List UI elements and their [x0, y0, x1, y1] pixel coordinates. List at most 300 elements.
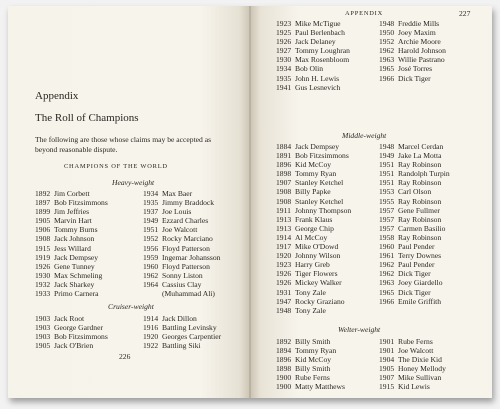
champion-name: Marcel Cerdan	[398, 142, 444, 151]
champion-name: Stanley Ketchel	[295, 196, 344, 206]
lightheavy-list-1	[276, 19, 350, 92]
champion-name: Ray Robinson	[398, 160, 442, 170]
champion-name: Al McCoy	[295, 232, 328, 242]
champion-name: Tommy Ryan	[295, 169, 337, 179]
champion-name: José Torres	[398, 64, 433, 74]
champion-row	[379, 364, 446, 373]
champion-row	[276, 206, 351, 215]
champion-row	[143, 198, 220, 207]
champion-row	[35, 216, 108, 225]
champion-year: 1962	[143, 270, 159, 280]
champion-row	[276, 269, 351, 278]
champion-year: 1900	[276, 382, 292, 392]
champion-row	[276, 169, 351, 178]
champion-name: Gus Lesnevich	[295, 82, 341, 92]
champion-row	[35, 198, 108, 207]
champion-year: 1951	[379, 169, 395, 179]
champion-row	[35, 253, 108, 262]
champion-row	[276, 306, 351, 315]
champion-row	[143, 280, 220, 289]
champion-name: Gene Fullmer	[398, 205, 440, 215]
champion-name: Kid McCoy	[295, 355, 332, 365]
champion-year: 1917	[276, 242, 292, 252]
champion-name: Jack Root	[54, 314, 85, 323]
champion-row	[379, 233, 450, 242]
heavyweight-list-2	[143, 189, 220, 298]
champion-row	[35, 289, 108, 298]
champion-year: 1913	[276, 214, 292, 224]
champion-year: 1935	[276, 73, 292, 83]
champion-row	[379, 215, 450, 224]
champion-row	[379, 187, 450, 196]
champion-row	[379, 373, 446, 382]
champion-year: 1914	[276, 232, 292, 242]
champion-name: Ingemar Johansson	[162, 252, 221, 262]
champion-year: 1926	[276, 37, 292, 47]
cruiserweight-list-2	[143, 314, 221, 350]
champion-year: 1894	[276, 346, 292, 356]
champion-name: Tiger Flowers	[295, 269, 338, 279]
champion-row	[276, 46, 350, 55]
champion-row	[276, 337, 345, 346]
champion-name: Jack Dempsey	[295, 142, 340, 151]
champion-name: Kid McCoy	[295, 160, 332, 170]
champion-year: 1919	[35, 252, 51, 262]
champion-year: 1949	[379, 151, 395, 161]
champion-name: Paul Pender	[398, 260, 435, 270]
champion-year: 1904	[379, 355, 395, 365]
champion-row	[379, 160, 450, 169]
champion-name: Tommy Loughran	[295, 46, 350, 56]
champion-row	[379, 206, 450, 215]
champion-row	[143, 341, 221, 350]
champion-name: Tony Zale	[295, 287, 326, 297]
champion-row	[379, 251, 450, 260]
champion-name: The Dixie Kid	[398, 355, 442, 365]
champion-year: 1913	[276, 223, 292, 233]
champion-year: 1920	[276, 251, 292, 261]
champion-name: Matty Matthews	[295, 382, 345, 392]
champion-year: 1955	[379, 196, 395, 206]
champion-name: Jim Jeffries	[54, 207, 90, 217]
champion-year: 1930	[35, 270, 51, 280]
champion-name: Jack Delaney	[295, 37, 336, 47]
champion-year: 1951	[379, 178, 395, 188]
champion-name: Billy Smith	[295, 364, 331, 374]
champion-year: 1961	[379, 251, 395, 261]
champion-name: Battling Levinsky	[162, 323, 217, 333]
champion-name: Mike Sullivan	[398, 373, 442, 383]
champion-year: 1957	[379, 223, 395, 233]
champion-row	[276, 55, 350, 64]
champion-name: Stanley Ketchel	[295, 178, 344, 188]
champion-year: 1903	[35, 332, 51, 342]
champion-name: Harry Greb	[295, 260, 330, 270]
champion-name: George Gardner	[54, 323, 103, 333]
champion-name: Terry Downes	[398, 251, 442, 261]
champion-row	[379, 46, 446, 55]
champion-row	[276, 364, 345, 373]
champion-year: 1933	[35, 289, 51, 299]
champion-year: 1900	[276, 373, 292, 383]
champion-row	[379, 19, 446, 28]
champion-name: Bob Fitzsimmons	[54, 332, 108, 342]
champion-row	[276, 215, 351, 224]
champion-row	[35, 225, 108, 234]
middleweight-list-1	[276, 142, 351, 315]
champion-year: 1908	[276, 187, 292, 197]
champion-year: 1915	[35, 243, 51, 253]
champion-row	[379, 28, 446, 37]
champion-row	[35, 234, 108, 243]
champion-name: Floyd Patterson	[162, 261, 210, 271]
champion-year: 1901	[379, 346, 395, 356]
champion-name: Cassius Clay	[162, 279, 202, 289]
champion-year: 1908	[35, 234, 51, 244]
champion-year: 1952	[379, 37, 395, 47]
page-number-right: 227	[459, 9, 471, 18]
champion-year: 1953	[379, 187, 395, 197]
champion-year: 1950	[379, 28, 395, 38]
champion-name: Freddie Mills	[398, 19, 440, 28]
champion-row	[379, 346, 446, 355]
champion-year: 1903	[35, 314, 51, 323]
champion-year: 1951	[379, 160, 395, 170]
appendix-heading: Appendix	[35, 90, 79, 102]
champion-name: Ray Robinson	[398, 196, 442, 206]
champion-row	[143, 244, 220, 253]
champion-row	[35, 323, 108, 332]
champion-row	[143, 225, 220, 234]
champion-year: 1908	[276, 196, 292, 206]
champion-year: 1901	[379, 337, 395, 346]
champion-row	[379, 169, 450, 178]
champion-name: Kid Lewis	[398, 382, 430, 392]
champion-year: 1923	[276, 260, 292, 270]
champion-row	[35, 262, 108, 271]
champion-name: Max Rosenbloom	[295, 55, 350, 65]
champion-year: 1891	[276, 151, 292, 161]
champion-year: 1915	[379, 382, 395, 392]
champion-name: Tommy Burns	[54, 225, 98, 235]
champion-year: 1884	[276, 142, 292, 151]
champion-year: 1958	[379, 232, 395, 242]
champion-row	[143, 271, 220, 280]
champion-year: 1962	[379, 46, 395, 56]
champion-name: Ray Robinson	[398, 232, 442, 242]
champion-name: Randolph Turpin	[398, 169, 450, 179]
champion-year: 1934	[276, 64, 292, 74]
champion-name: Gene Tunney	[54, 261, 95, 271]
champion-name: Johnny Thompson	[295, 205, 352, 215]
champion-name: Ezzard Charles	[162, 216, 209, 226]
champion-row	[379, 64, 446, 73]
left-page	[8, 6, 249, 398]
champion-row	[379, 151, 450, 160]
champion-row	[143, 332, 221, 341]
champion-row	[143, 262, 220, 271]
champion-year: 1911	[276, 205, 291, 215]
champion-year: 1964	[143, 279, 159, 289]
champion-name: Harold Johnson	[398, 46, 446, 56]
champion-year: 1966	[379, 296, 395, 306]
champion-name: Archie Moore	[398, 37, 441, 47]
champion-name: Billy Smith	[295, 337, 331, 346]
champion-row	[379, 55, 446, 64]
champion-year: 1926	[276, 278, 292, 288]
champion-year: 1892	[35, 189, 51, 198]
heavyweight-list-1	[35, 189, 108, 298]
champion-name: Jack Dempsey	[54, 252, 99, 262]
section-title: CHAMPIONS OF THE WORLD	[64, 163, 168, 170]
champion-year: 1965	[379, 287, 395, 297]
champion-name: John H. Lewis	[295, 73, 340, 83]
champion-name: Emile Griffith	[398, 296, 442, 306]
champion-name: Tony Zale	[295, 305, 326, 315]
champion-year: 1907	[276, 178, 292, 188]
intro-paragraph: The following are those whose claims may be accepted as beyond reasonable dispute.	[35, 135, 212, 154]
champion-name: Bob Fitzsimmons	[54, 198, 108, 208]
champion-row	[143, 207, 220, 216]
champion-name: (Muhammad Ali)	[162, 289, 215, 299]
champion-year: 1952	[143, 234, 159, 244]
cruiserweight-title: Cruiser-weight	[108, 302, 154, 311]
champion-name: Tommy Ryan	[295, 346, 337, 356]
champion-row	[276, 64, 350, 73]
champion-row	[35, 271, 108, 280]
champion-row	[276, 19, 350, 28]
champion-row	[379, 224, 450, 233]
champion-row	[276, 224, 351, 233]
champion-name: Sonny Liston	[162, 270, 203, 280]
champion-year: 1922	[143, 341, 159, 351]
champion-year: 1905	[35, 341, 51, 351]
champion-year: 1905	[379, 364, 395, 374]
middleweight-title: Middle-weight	[342, 131, 387, 140]
champion-row	[276, 74, 350, 83]
champion-year: 1951	[143, 225, 159, 235]
champion-row	[379, 197, 450, 206]
champion-row	[276, 373, 345, 382]
champion-name: Max Baer	[162, 189, 193, 198]
champion-year: 1899	[35, 207, 51, 217]
champion-name: Mike McTigue	[295, 19, 341, 28]
champion-year: 1930	[276, 55, 292, 65]
champion-row	[379, 288, 450, 297]
right-page	[251, 6, 492, 398]
champion-name: Ray Robinson	[398, 178, 442, 188]
middleweight-list-2	[379, 142, 450, 306]
champion-row	[143, 289, 220, 298]
champion-name: Jimmy Braddock	[162, 198, 215, 208]
open-book	[8, 6, 492, 398]
champion-name: Joe Louis	[162, 207, 192, 217]
champion-name: Rube Ferns	[295, 373, 330, 383]
champion-row	[379, 178, 450, 187]
champion-name: Max Schmeling	[54, 270, 103, 280]
welterweight-list-2	[379, 337, 446, 392]
champion-row	[276, 160, 351, 169]
champion-row	[379, 269, 450, 278]
champion-row	[379, 142, 450, 151]
champion-name: Mickey Walker	[295, 278, 342, 288]
champion-name: Willie Pastrano	[398, 55, 445, 65]
champion-year: 1957	[379, 214, 395, 224]
champion-row	[379, 355, 446, 364]
champion-year: 1898	[276, 364, 292, 374]
champion-row	[35, 244, 108, 253]
champion-name: Jack Dillon	[162, 314, 197, 323]
champion-row	[276, 233, 351, 242]
champion-name: Honey Mellody	[398, 364, 446, 374]
champion-row	[276, 278, 351, 287]
champion-name: Jess Willard	[54, 243, 91, 253]
champion-name: Paul Berlenbach	[295, 28, 345, 38]
champion-name: Ray Robinson	[398, 214, 442, 224]
champion-name: Dick Tiger	[398, 269, 431, 279]
champion-name: Joey Giardello	[398, 278, 443, 288]
champion-year: 1897	[35, 198, 51, 208]
champion-name: Carl Olson	[398, 187, 432, 197]
welterweight-list-1	[276, 337, 345, 392]
champion-year: 1905	[35, 216, 51, 226]
champion-year: 1956	[143, 243, 159, 253]
heavyweight-title: Heavy-weight	[112, 178, 155, 187]
champion-row	[379, 260, 450, 269]
champion-year: 1896	[276, 160, 292, 170]
champion-year: 1906	[35, 225, 51, 235]
champion-year: 1932	[35, 279, 51, 289]
champion-row	[35, 314, 108, 323]
champion-row	[276, 178, 351, 187]
champion-row	[35, 207, 108, 216]
champion-year: 1959	[143, 252, 159, 262]
champion-row	[379, 278, 450, 287]
champion-row	[143, 189, 220, 198]
champion-name: Bob Olin	[295, 64, 324, 74]
champion-row	[143, 216, 220, 225]
champion-name: Jack O'Brien	[54, 341, 94, 351]
champion-year: 1934	[143, 189, 159, 198]
champion-row	[276, 382, 345, 391]
champion-name: Bob Fitzsimmons	[295, 151, 349, 161]
champion-row	[276, 28, 350, 37]
champion-row	[379, 382, 446, 391]
champion-name: Georges Carpentier	[162, 332, 222, 342]
champion-name: Dick Tiger	[398, 287, 431, 297]
champion-row	[35, 280, 108, 289]
lightheavy-list-2	[379, 19, 446, 83]
champion-name: Jim Corbett	[54, 189, 90, 198]
champion-year: 1898	[276, 169, 292, 179]
roll-of-champions-heading: The Roll of Champions	[35, 112, 139, 124]
champion-year: 1903	[35, 323, 51, 333]
champion-name: Rocky Graziano	[295, 296, 345, 306]
champion-year: 1896	[276, 355, 292, 365]
champion-year: 1920	[143, 332, 159, 342]
champion-row	[276, 355, 345, 364]
champion-year: 1937	[143, 207, 159, 217]
champion-row	[276, 242, 351, 251]
champion-year: 1931	[276, 287, 292, 297]
champion-name: George Chip	[295, 223, 334, 233]
champion-year: 1916	[143, 323, 159, 333]
champion-year: 1962	[379, 269, 395, 279]
champion-year: 1963	[379, 278, 395, 288]
champion-name: Dick Tiger	[398, 73, 431, 83]
champion-name: Floyd Patterson	[162, 243, 210, 253]
champion-row	[143, 314, 221, 323]
champion-name: Joe Walcott	[162, 225, 198, 235]
champion-year: 1949	[143, 216, 159, 226]
champion-row	[276, 197, 351, 206]
champion-row	[379, 37, 446, 46]
champion-row	[276, 260, 351, 269]
champion-name: Billy Papke	[295, 187, 331, 197]
champion-year: 1935	[143, 198, 159, 208]
cruiserweight-list-1	[35, 314, 108, 350]
champion-name: Joey Maxim	[398, 28, 436, 38]
champion-row	[35, 341, 108, 350]
champion-row	[379, 297, 450, 306]
champion-year: 1907	[379, 373, 395, 383]
champion-row	[143, 234, 220, 243]
champion-year: 1941	[276, 82, 292, 92]
champion-year: 1926	[35, 261, 51, 271]
champion-year: 1948	[379, 19, 395, 28]
champion-name: Jack Sharkey	[54, 279, 95, 289]
page-number-left: 226	[119, 352, 131, 361]
champion-row	[276, 297, 351, 306]
champion-name: Battling Siki	[162, 341, 201, 351]
champion-row	[276, 37, 350, 46]
champion-year: 1966	[379, 73, 395, 83]
champion-year: 1963	[379, 55, 395, 65]
champion-name: Johnny Wilson	[295, 251, 341, 261]
champion-row	[35, 189, 108, 198]
champion-year: 1925	[276, 28, 292, 38]
champion-row	[276, 288, 351, 297]
champion-row	[35, 332, 108, 341]
champion-year: 1948	[379, 142, 395, 151]
champion-name: Jake La Motta	[398, 151, 442, 161]
champion-year: 1948	[276, 305, 292, 315]
champion-year: 1947	[276, 296, 292, 306]
champion-name: Paul Pender	[398, 242, 435, 252]
champion-year: 1923	[276, 19, 292, 28]
champion-row	[143, 253, 220, 262]
champion-name: Rube Ferns	[398, 337, 433, 346]
champion-row	[379, 74, 446, 83]
champion-row	[143, 323, 221, 332]
champion-row	[276, 187, 351, 196]
champion-row	[379, 337, 446, 346]
champion-name: Rocky Marciano	[162, 234, 213, 244]
champion-row	[276, 251, 351, 260]
champion-name: Carmen Basilio	[398, 223, 446, 233]
champion-name: Mike O'Dowd	[295, 242, 339, 252]
champion-row	[379, 242, 450, 251]
champion-year: 1960	[379, 242, 395, 252]
champion-name: Frank Klaus	[295, 214, 333, 224]
champion-row	[276, 346, 345, 355]
champion-year: 1962	[379, 260, 395, 270]
champion-row	[276, 142, 351, 151]
champion-year: 1892	[276, 337, 292, 346]
champion-name: Jack Johnson	[54, 234, 95, 244]
champion-year: 1965	[379, 64, 395, 74]
champion-row	[276, 83, 350, 92]
